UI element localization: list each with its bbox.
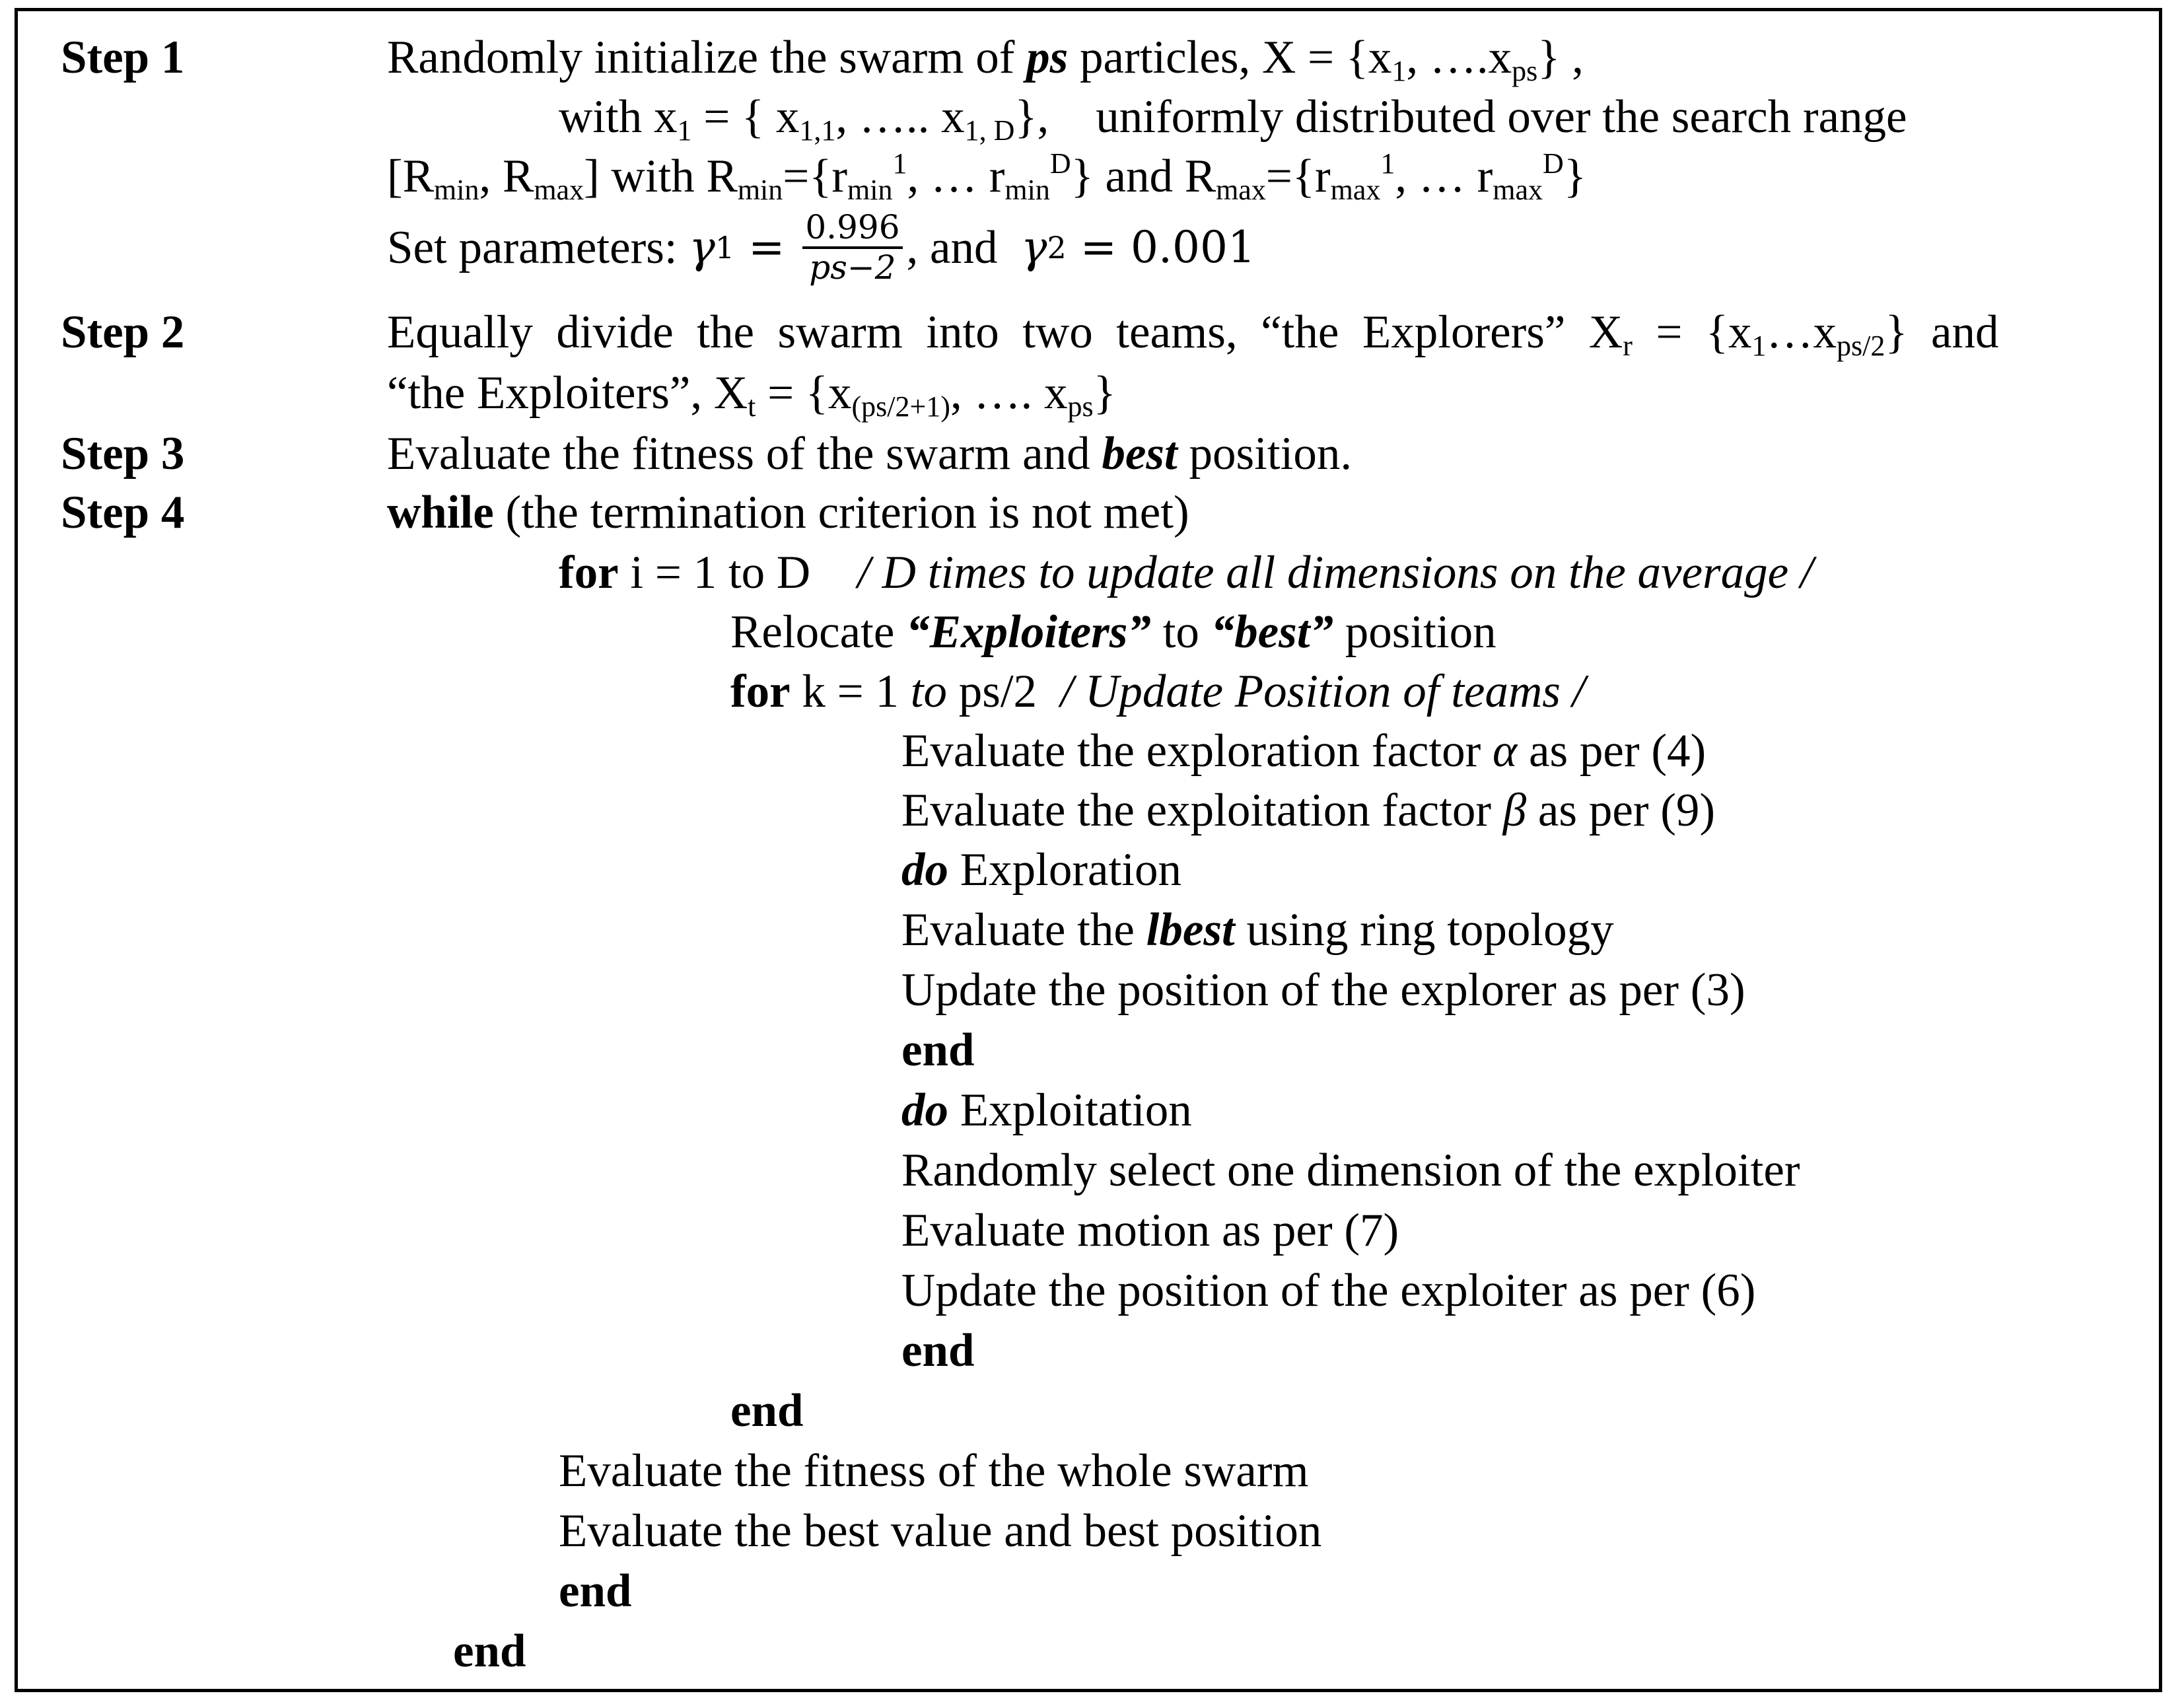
relocate-line: Relocate “Exploiters” to “best” position	[730, 606, 1496, 658]
step-1-label: Step 1	[61, 32, 185, 83]
do-exploration-line: do Exploration	[901, 844, 1181, 896]
step2-line1: Equally divide the swarm into two teams, “the Explorers” $X_r$ = $\{x_1\dots x_{ps/2}\}$ and	[387, 306, 1999, 362]
step-3-label: Step 3	[61, 428, 185, 480]
end-exploration: end	[901, 1024, 975, 1076]
step-4-label: Step 4	[61, 487, 185, 538]
update-explorer-line: Update the position of the explorer as per (3)	[901, 964, 1745, 1016]
for-i-line: for i = 1 to D / D times to update all dimensions on the average /	[559, 547, 1813, 598]
select-dimension-line: Randomly select one dimension of the exploiter	[901, 1145, 1800, 1196]
evaluate-fitness-whole-line: Evaluate the fitness of the whole swarm	[559, 1445, 1309, 1497]
step1-line1: Randomly initialize the swarm of ps particles, $X = \{x_1$, $\dots.x_{ps}$} ,	[387, 32, 1584, 87]
do-exploitation-line: do Exploitation	[901, 1085, 1192, 1136]
step1-line2: with $x_1$ = { $x_{1,1}$, ….. $x_{1, D}$}, uniformly distributed over the search range	[559, 91, 1907, 147]
end-exploitation: end	[901, 1325, 975, 1376]
step1-line3: [$R_{min}$, $R_{max}$] with $R_{min}=\{r_{min}^1$, … $r_{min}^D$} and $R_{max}=\{r_{max}^1$, … $r_{max}^D$}	[387, 147, 1586, 206]
exploration-factor-line: Evaluate the exploration factor α as per (4)	[901, 725, 1707, 777]
update-exploiter-line: Update the position of the exploiter as per (6)	[901, 1265, 1756, 1316]
end-for-k: end	[730, 1385, 804, 1437]
end-for-i: end	[559, 1565, 632, 1617]
evaluate-motion-line: Evaluate motion as per (7)	[901, 1205, 1399, 1256]
step1-parameters-line: Set parameters: γ 1 = $\frac{0.996}{ps-2}$ , and γ 2 = 0.001	[387, 207, 1255, 287]
step2-line2: “the Exploiters”, $X_t = \{x_{(ps/2+1)}$, …. $x_{ps}$}	[387, 367, 1116, 423]
exploitation-factor-line: Evaluate the exploitation factor β as per (9)	[901, 785, 1716, 836]
evaluate-best-line: Evaluate the best value and best position	[559, 1505, 1322, 1557]
for-k-line: for k = 1 to ps/2 / Update Position of teams /	[730, 666, 1586, 717]
gamma-1-fraction: $\frac{0.996}{ps-2}$	[802, 209, 902, 287]
step3-line: Evaluate the fitness of the swarm and best position.	[387, 428, 1353, 480]
gamma-1-symbol: γ	[689, 222, 715, 273]
step-2-label: Step 2	[61, 306, 185, 358]
while-line: while (the termination criterion is not met)	[387, 487, 1189, 538]
lbest-line: Evaluate the lbest using ring topology	[901, 904, 1614, 956]
gamma-2-symbol: γ	[1021, 222, 1047, 273]
end-while: end	[453, 1625, 526, 1677]
